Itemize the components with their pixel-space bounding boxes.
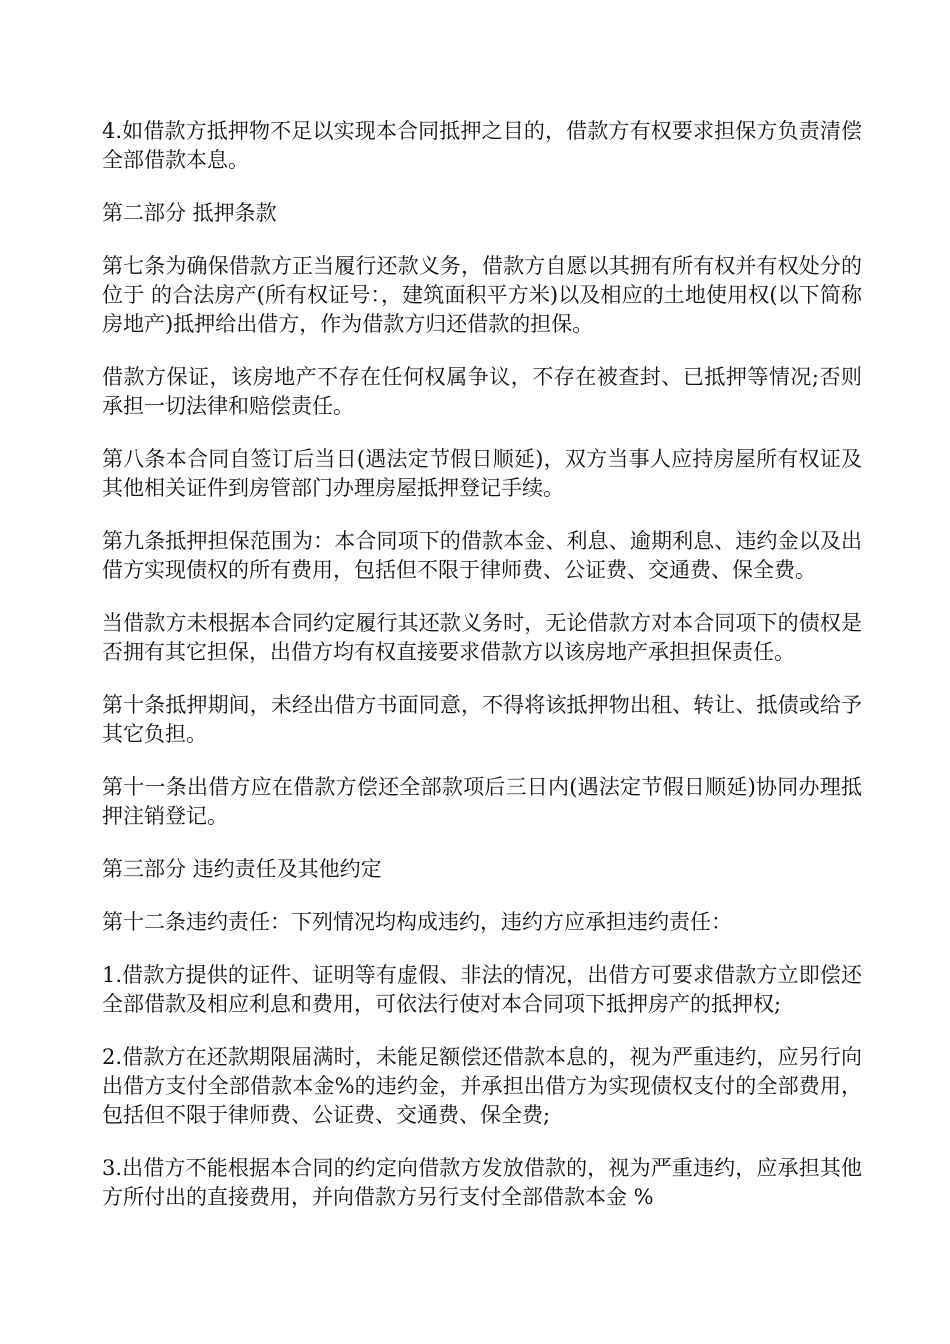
paragraph-breach-3: 3.出借方不能根据本合同的约定向借款方发放借款的，视为严重违约，应承担其他方所付出的直接费用，并向借款方另行支付全部借款本金 % [102,1156,862,1209]
document-page [102,117,862,1236]
paragraph-article-12: 第十二条违约责任：下列情况均构成违约，违约方应承担违约责任： [102,910,732,934]
paragraph-clause-4: 4.如借款方抵押物不足以实现本合同抵押之目的，借款方有权要求担保方负责清偿全部借款本息。 [102,119,862,172]
paragraph-article-8: 第八条本合同自签订后当日(遇法定节假日顺延)，双方当事人应持房屋所有权证及其他相关证件到房管部门办理房屋抵押登记手续。 [102,447,862,500]
paragraph-article-9: 第九条抵押担保范围为：本合同项下的借款本金、利息、逾期利息、违约金以及出借方实现债权的所有费用，包括但不限于律师费、公证费、交通费、保全费。 [102,529,862,582]
paragraph-article-7: 第七条为确保借款方正当履行还款义务，借款方自愿以其拥有所有权并有权处分的位于 的合法房产(所有权证号：，建筑面积平方米)以及相应的土地使用权(以下简称房地产)抵押给出借方，作为借款方归还借款的担保。 [102,254,862,336]
paragraph-borrower-guarantee: 借款方保证，该房地产不存在任何权属争议，不存在被查封、已抵押等情况;否则承担一切法律和赔偿责任。 [102,365,862,418]
section-heading-part-2: 第二部分 抵押条款 [102,201,277,225]
paragraph-article-10: 第十条抵押期间，未经出借方书面同意，不得将该抵押物出租、转让、抵债或给予其它负担。 [102,693,862,746]
paragraph-breach-2: 2.借款方在还款期限届满时，未能足额偿还借款本息的，视为严重违约，应另行向出借方支付全部借款本金%的违约金，并承担出借方为实现债权支付的全部费用，包括但不限于律师费、公证费、交通费、保全费; [102,1045,862,1127]
section-heading-part-3: 第三部分 违约责任及其他约定 [102,857,382,881]
paragraph-article-11: 第十一条出借方应在借款方偿还全部款项后三日内(遇法定节假日顺延)协同办理抵押注销登记。 [102,775,862,828]
paragraph-breach-1: 1.借款方提供的证件、证明等有虚假、非法的情况，出借方可要求借款方立即偿还全部借款及相应利息和费用，可依法行使对本合同项下抵押房产的抵押权; [102,963,862,1016]
paragraph-guarantee-liability: 当借款方未根据本合同约定履行其还款义务时，无论借款方对本合同项下的债权是否拥有其它担保，出借方均有权直接要求借款方以该房地产承担担保责任。 [102,611,862,664]
